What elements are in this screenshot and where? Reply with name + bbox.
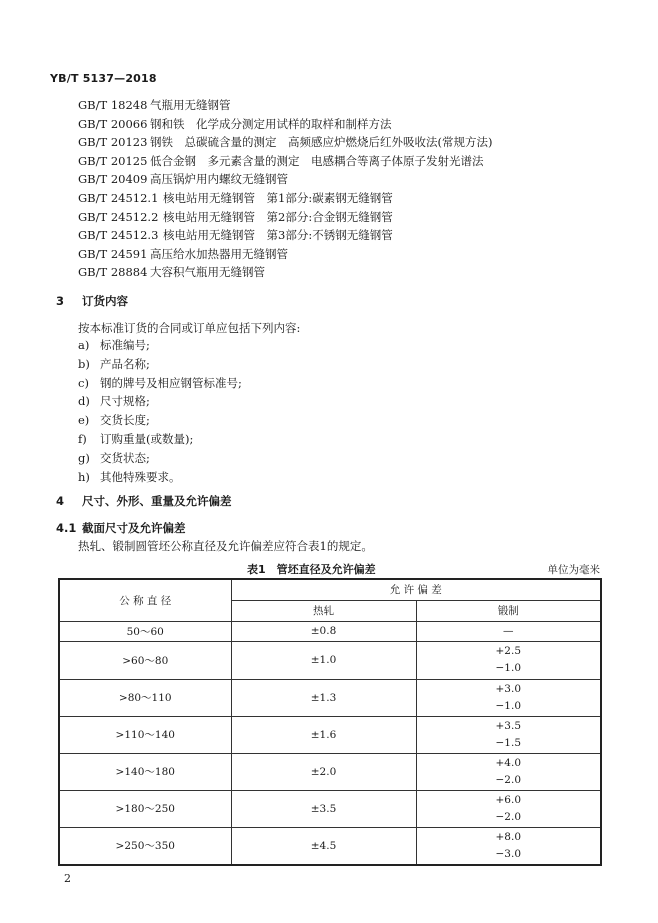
cell-forged [416, 641, 601, 679]
item-text: 交货长度; [100, 413, 150, 428]
normative-references-list [78, 97, 492, 283]
reference-item [78, 227, 492, 246]
forged-lower: −2.0 [495, 810, 521, 823]
cell-hot-rolled: ±4.5 [231, 827, 416, 865]
col-hot-rolled: 热轧 [231, 600, 416, 621]
section-4-1-text: 热轧、锻制圆管坯公称直径及允许偏差应符合表1的规定。 [78, 539, 373, 553]
cell-hot-rolled: ±1.3 [231, 679, 416, 716]
table-row [59, 641, 601, 679]
section-3-heading [56, 293, 128, 309]
reference-title: 高压锅炉用内螺纹无缝钢管 [150, 172, 288, 187]
reference-title: 钢和铁 化学成分测定用试样的取样和制样方法 [150, 116, 392, 131]
item-mark: h) [78, 469, 90, 484]
section-4-1-heading [56, 520, 186, 536]
reference-code: GB/T 18248 [78, 98, 148, 112]
tolerance-table [58, 578, 602, 866]
reference-code: GB/T 20066 [78, 116, 148, 131]
section-4-heading [56, 493, 232, 509]
cell-forged: — [416, 621, 601, 641]
reference-code: GB/T 20409 [78, 172, 148, 187]
col-nominal-diameter: 公 称 直 径 [59, 579, 231, 621]
reference-item [78, 246, 492, 265]
forged-lower: −3.0 [495, 847, 521, 860]
list-item [78, 450, 242, 469]
reference-code: GB/T 24512.3 [78, 228, 159, 243]
document-id: YB/T 5137—2018 [50, 72, 157, 85]
table-row [59, 753, 601, 790]
reference-item [78, 134, 492, 153]
cell-forged [416, 827, 601, 865]
reference-code: GB/T 28884 [78, 265, 148, 280]
list-item [78, 356, 242, 375]
table-unit: 单位为毫米 [547, 564, 600, 576]
section-number: 3 [56, 294, 65, 308]
section-3-intro: 按本标准订货的合同或订单应包括下列内容: [78, 321, 301, 335]
forged-lower: −1.5 [495, 736, 521, 749]
col-forged: 锻制 [416, 600, 601, 621]
reference-item [78, 116, 492, 135]
forged-upper: +3.5 [495, 719, 521, 732]
cell-diameter: >60～80 [59, 641, 231, 679]
table-row [59, 679, 601, 716]
forged-upper: +3.0 [495, 682, 521, 695]
list-item [78, 469, 242, 488]
item-mark: a) [78, 338, 90, 352]
cell-forged [416, 716, 601, 753]
col-tolerance-group: 允 许 偏 差 [231, 579, 601, 600]
item-text: 订购重量(或数量); [100, 431, 194, 446]
reference-item [78, 97, 492, 116]
cell-forged [416, 753, 601, 790]
cell-forged [416, 790, 601, 827]
table-row [59, 621, 601, 641]
cell-hot-rolled: ±2.0 [231, 753, 416, 790]
reference-code: GB/T 24591 [78, 246, 148, 261]
list-item [78, 337, 242, 356]
table-row [59, 790, 601, 827]
forged-lower: −1.0 [495, 699, 521, 712]
reference-title: 大容积气瓶用无缝钢管 [150, 265, 265, 280]
section-title: 截面尺寸及允许偏差 [82, 521, 186, 535]
forged-upper: +4.0 [495, 756, 521, 769]
cell-diameter: >180～250 [59, 790, 231, 827]
item-mark: b) [78, 356, 90, 371]
list-item [78, 393, 242, 412]
item-text: 其他特殊要求。 [100, 469, 181, 484]
reference-code: GB/T 24512.2 [78, 209, 159, 224]
cell-diameter: >140～180 [59, 753, 231, 790]
forged-lower: −2.0 [495, 773, 521, 786]
reference-item [78, 153, 492, 172]
cell-diameter: >250～350 [59, 827, 231, 865]
list-item [78, 431, 242, 450]
reference-code: GB/T 20125 [78, 153, 148, 168]
forged-upper: +2.5 [495, 645, 521, 657]
order-items-list [78, 337, 242, 487]
list-item [78, 375, 242, 394]
reference-code: GB/T 24512.1 [78, 190, 159, 205]
table-caption: 表1 管坯直径及允许偏差 [247, 563, 376, 576]
cell-forged [416, 679, 601, 716]
reference-item [78, 209, 492, 228]
reference-title: 气瓶用无缝钢管 [150, 98, 231, 112]
cell-hot-rolled: ±1.0 [231, 641, 416, 679]
forged-lower: −1.0 [495, 662, 521, 674]
reference-title: 核电站用无缝钢管 第2部分:合金钢无缝钢管 [163, 209, 393, 224]
reference-title: 核电站用无缝钢管 第3部分:不锈钢无缝钢管 [163, 228, 393, 243]
list-item [78, 412, 242, 431]
forged-upper: +6.0 [495, 793, 521, 806]
cell-diameter: >80～110 [59, 679, 231, 716]
reference-title: 高压给水加热器用无缝钢管 [150, 246, 288, 261]
item-mark: d) [78, 394, 90, 409]
section-title: 尺寸、外形、重量及允许偏差 [82, 494, 232, 508]
item-mark: f) [78, 431, 87, 446]
page-number: 2 [64, 872, 71, 885]
item-text: 尺寸规格; [100, 394, 150, 409]
item-mark: e) [78, 413, 90, 428]
forged-upper: +8.0 [495, 830, 521, 843]
table-row [59, 716, 601, 753]
item-text: 钢的牌号及相应钢管标准号; [100, 375, 242, 390]
cell-hot-rolled: ±3.5 [231, 790, 416, 827]
section-number: 4 [56, 494, 65, 508]
reference-code: GB/T 20123 [78, 135, 148, 150]
section-title: 订货内容 [82, 294, 128, 308]
cell-diameter: >110～140 [59, 716, 231, 753]
section-number: 4.1 [56, 521, 77, 535]
cell-diameter: 50～60 [59, 621, 231, 641]
cell-hot-rolled: ±1.6 [231, 716, 416, 753]
item-mark: c) [78, 375, 89, 390]
item-mark: g) [78, 450, 90, 465]
cell-hot-rolled: ±0.8 [231, 621, 416, 641]
item-text: 交货状态; [100, 450, 150, 465]
reference-item [78, 264, 492, 283]
reference-title: 核电站用无缝钢管 第1部分:碳素钢无缝钢管 [163, 190, 393, 205]
item-text: 产品名称; [100, 356, 150, 371]
table-row [59, 827, 601, 865]
item-text: 标准编号; [100, 338, 150, 352]
reference-title: 钢铁 总碳硫含量的测定 高频感应炉燃烧后红外吸收法(常规方法) [150, 135, 493, 150]
reference-title: 低合金钢 多元素含量的测定 电感耦合等离子体原子发射光谱法 [150, 153, 484, 168]
reference-item [78, 171, 492, 190]
reference-item [78, 190, 492, 209]
